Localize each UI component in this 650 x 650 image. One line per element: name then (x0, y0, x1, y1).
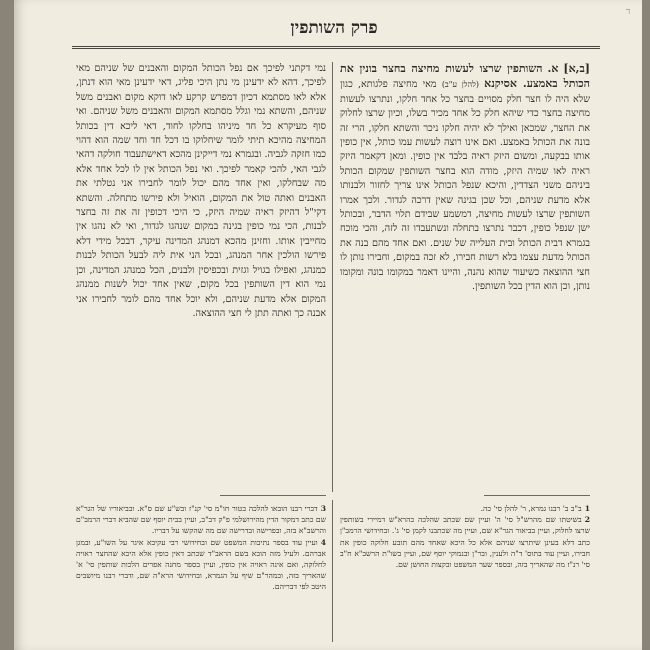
section-heading: השותפין שרצו לעשות מחיצה בחצר בונין את הכותל באמצע. אסיקנא (340, 62, 590, 91)
page-edge-number: ד (626, 7, 631, 17)
left-footnotes (76, 503, 326, 643)
column-divider (332, 62, 333, 492)
footnote: 1ב"ב ב' רבנו גמרא, ר' להלן סי' כה. (480, 504, 590, 513)
title-rule-double (72, 48, 600, 49)
book-page (14, 0, 642, 650)
title-rule (72, 46, 600, 47)
right-column-text: מאי מחיצה פלגותא, כגון שלא היה לו חצר חלק מסויים בחצר כל אחד חלקו, ונתרצו לעשות מחיצה בחצר כדי שיהא חלק כל אחד מכיר בשלו, וכיון שרצו לחלוק את החצר, שמכאן ואילך לא יהיה חלקו ניכר והשתא חלקו, הרי זה בונה את הכותל באמצע. ואם אינו רוצה לעשות עמו כותל, אין כופין אותו בבקעה, ומשום היזק ראיה בלבד אין כופין. ומאן דקאמר היזק ראיה לאו שמיה היזק, מודה הוא בחצר השותפין שמקום הכותל ביניהם משני הצדדין, והיכא שנפל הכותל אינו צריך לחזור ולבנותו אלא מדעת שניהם, וכל שכן בגינה שאין דרכה לגדור. ולכך אמרו השותפין שרצו לעשות מחיצה, דמשמע שבידם תלוי הדבר, ובכותל ישן שנפל כופין, דכבר נתרצו בתחלה ונשתעבדו זה לזה, והכי מוכח בגמרא דבית הכותל ובית העלייה של שנים. ואם אחד מהם בנה את הכותל מדעת עצמו בלא רשות חבירו, לא זכה במקום, וחבירו נותן לו חצי ההוצאה כשיעור שהוא נהנה, והיינו דאמר במקומו בונה ומקומו נותן, וכן הוא הדין בכל השותפין. (340, 79, 590, 293)
right-main-column (340, 62, 590, 490)
right-footnotes (340, 503, 590, 643)
footnote-column-divider (332, 500, 333, 642)
section-heading-ref: (להלן ע"ב) (441, 80, 479, 90)
left-column-text: נמי דקתני לפיכך אם נפל הכותל המקום והאבנים של שניהם מאי לפיכך, דהא לא ידעינן מי נתן היכי פליג, דאי ידעינן מאי הוא דנתן, אלא לאו מסתמא דכיון דמפרש קרקע לאו דוקא מקום ואבנים משל שניהם, והשתא נמי וגלל מסתמא המקום והאבנים משל שניהם. ואי סוף מעיקרא כל חד מיניהו בחלקו לחוד, דאי ליכא דין בכותל המחיצה מהיכא תיתי לומר שיחלוקו בו דכל חד וחד שמה הוא דהוי כמו חזקה לגביה. ובגמרא נמי דייקינן מהכא דאישתעבוד חולקה דהאי לגבי האי, להכי קאמר לפיכך. ואי נפל הכותל אין לו לכל אחד אלא מה שבחלקו, ואין אחד מהם יכול לומר לחבירו אני נטלתי את האבנים ואתה טול את המקום, הואיל ולא פירשו מתחלה. והשתא דקי"ל דהיזק ראיה שמיה היזק, כי היכי דכופין זה את זה בחצר לבנות, הכי נמי כופין בגינה במקום שנהגו לגדור, ואי לא נהגו אין מחייבין אותו. וחזינן מהכא דמנהג המדינה עיקר, דבכל מידי דלא פירשו הולכין אחר המנהג, ובכל הני אית ליה לבעל הכותל לבנות כמנהג, ואפילו בגויל וגזית ובכפיסין ולבנים, הכל כמנהג המדינה, וכן נמי הוא דין השותפין בכל מקום, שאין אחד יכול לשנות ממנהג המקום אלא מדעת שניהם, ולא יוכל אחד מהם לומר לחבירו אני אבנה כך ואתה תתן לי חצי ההוצאה. (76, 63, 326, 319)
footnote-rule-right (484, 495, 590, 496)
footnote: 4ועיין עוד בספר נתיבות המשפט שם ובחידושי רבי עקיבא איגר על השו"ע, ובמגן אברהם. ולעיל מזה הובא בשם הראב"ד שכתב דאין כופין אלא היכא שהחצר ראויה לחלוקה, ואם אינה ראויה אין כופין, ועיין בספר מחנה אפרים הלכות שותפין סי' א' שהאריך בזה, ובמהר"ם שיף על הגמרא, ובחידושי הרא"ה שם, ודברי רבנו מיושבים היטב לפי דבריהם. (76, 537, 326, 592)
footnote-rule-left (220, 495, 326, 496)
section-marker: [ב,א] (563, 62, 590, 75)
section-letter: א. (547, 62, 559, 75)
left-main-column (76, 62, 326, 490)
footnote: 2בשיטתו שם מהרש"ל סי' ה' ועיין שם שכתב שהלכה כהרא"ש דמיירי בשותפין שרצו לחלוק, ועיין בביאור הגר"א שם, ועיין מה שכתבנו לקמן סי' ג'. ובחידושי הרמב"ן כתב דלא בעינן שיתרצו שניהם אלא כל היכא שאחד מהם תובע חלוקה כופין את חבירו, ועיין עוד בתוס' ד"ה ולענין, ובר"ן ובנמוקי יוסף שם, ועיין בשו"ת הרשב"א ח"ב סי' רנ"ז מה שהאריך בזה, ובספר שער המשפט ובקצות החושן שם. (340, 515, 590, 570)
page-title: פרק השותפין (290, 18, 378, 38)
footnote: 3דברי רבנו הובאו להלכה בטור חו"מ סי' קנ"ז ובש"ע שם ס"א. ובביאוריו של הגר"א שם כתב דמקור הדין מהירושלמי פ"ק דב"ב, ועיין בבית יוסף שם שהביא דברי הרמב"ם והרשב"א בזה, ובפרישה ובדרישה שם מה שהקשו על דבריו. (76, 504, 326, 536)
